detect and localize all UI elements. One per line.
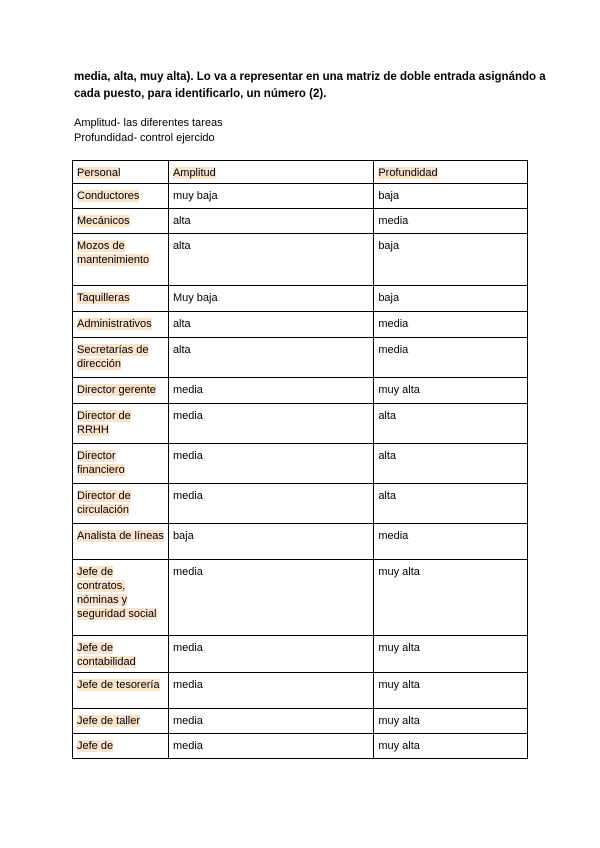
cell-amplitud: media (168, 484, 373, 524)
cell-amplitud: Muy baja (168, 286, 373, 312)
cell-amplitud: muy baja (168, 184, 373, 209)
table-row (73, 734, 528, 759)
table-row (73, 636, 528, 673)
definitions (74, 116, 223, 146)
cell-personal: Analista de líneas (73, 524, 169, 560)
cell-personal: Administrativos (73, 312, 169, 338)
cell-personal: Jefe de contratos, nóminas y seguridad social (73, 560, 169, 636)
intro-line-1: media, alta, muy alta). Lo va a representar en una matriz de doble entrada asignándo a (74, 71, 546, 83)
cell-profundidad: baja (374, 286, 528, 312)
cell-profundidad: alta (374, 444, 528, 484)
cell-amplitud: media (168, 560, 373, 636)
cell-profundidad: muy alta (374, 709, 528, 734)
cell-amplitud: media (168, 378, 373, 404)
cell-profundidad: alta (374, 404, 528, 444)
table-row (73, 524, 528, 560)
cell-personal: Jefe de taller (73, 709, 169, 734)
cell-amplitud: alta (168, 338, 373, 378)
intro-line-2: cada puesto, para identificarlo, un número (2). (74, 88, 327, 100)
definition-profundidad: Profundidad- control ejercido (74, 132, 215, 144)
intro-paragraph (74, 69, 544, 103)
cell-personal: Jefe de tesorería (73, 673, 169, 709)
table-row (73, 484, 528, 524)
cell-amplitud: media (168, 673, 373, 709)
header-amplitud: Amplitud (168, 161, 373, 184)
definition-amplitud: Amplitud- las diferentes tareas (74, 117, 223, 129)
table-row (73, 338, 528, 378)
cell-profundidad: media (374, 338, 528, 378)
cell-profundidad: muy alta (374, 560, 528, 636)
table-row (73, 560, 528, 636)
table-row (73, 444, 528, 484)
cell-profundidad: media (374, 209, 528, 234)
header-personal: Personal (73, 161, 169, 184)
cell-amplitud: media (168, 636, 373, 673)
cell-personal: Director gerente (73, 378, 169, 404)
cell-profundidad: alta (374, 484, 528, 524)
cell-amplitud: media (168, 444, 373, 484)
table-row (73, 378, 528, 404)
cell-personal: Mecánicos (73, 209, 169, 234)
cell-profundidad: baja (374, 234, 528, 286)
cell-amplitud: media (168, 404, 373, 444)
cell-personal: Mozos de mantenimiento (73, 234, 169, 286)
table-header-row (73, 161, 528, 184)
cell-profundidad: media (374, 312, 528, 338)
cell-profundidad: muy alta (374, 673, 528, 709)
cell-personal: Jefe de contabilidad (73, 636, 169, 673)
cell-amplitud: alta (168, 209, 373, 234)
cell-personal: Director financiero (73, 444, 169, 484)
cell-profundidad: media (374, 524, 528, 560)
cell-amplitud: media (168, 709, 373, 734)
table-row (73, 673, 528, 709)
cell-amplitud: media (168, 734, 373, 759)
cell-profundidad: baja (374, 184, 528, 209)
cell-personal: Taquilleras (73, 286, 169, 312)
cell-amplitud: baja (168, 524, 373, 560)
table-row (73, 286, 528, 312)
table-row (73, 209, 528, 234)
cell-personal: Conductores (73, 184, 169, 209)
cell-amplitud: alta (168, 312, 373, 338)
table-row (73, 184, 528, 209)
table-row (73, 709, 528, 734)
cell-personal: Jefe de (73, 734, 169, 759)
cell-personal: Director de RRHH (73, 404, 169, 444)
cell-profundidad: muy alta (374, 734, 528, 759)
table-row (73, 404, 528, 444)
cell-amplitud: alta (168, 234, 373, 286)
table-row (73, 234, 528, 286)
header-profundidad: Profundidad (374, 161, 528, 184)
cell-personal: Director de circulación (73, 484, 169, 524)
job-matrix-table (72, 160, 528, 759)
table-row (73, 312, 528, 338)
cell-personal: Secretarías de dirección (73, 338, 169, 378)
cell-profundidad: muy alta (374, 378, 528, 404)
cell-profundidad: muy alta (374, 636, 528, 673)
